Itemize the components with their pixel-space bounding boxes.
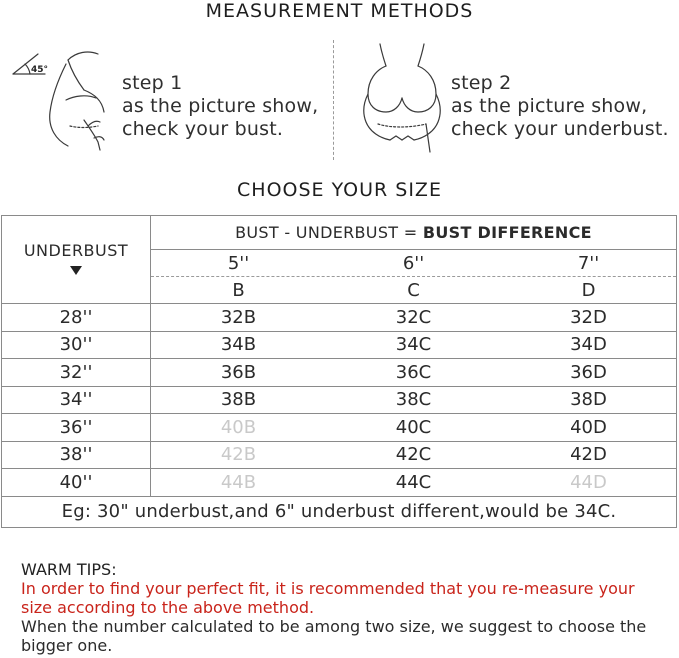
cup-size: 38C bbox=[395, 389, 432, 411]
tips-black-text: When the number calculated to be among two size, we suggest to choose the bigger one. bbox=[21, 617, 647, 655]
warm-tips bbox=[21, 560, 661, 655]
cup-size: 38D bbox=[570, 389, 607, 411]
cup-sizes-cell bbox=[151, 331, 677, 359]
cup-size: 34B bbox=[220, 334, 257, 356]
step-2-line2: as the picture show, bbox=[451, 95, 648, 117]
cup-sizes-cell bbox=[151, 469, 677, 497]
cup-size: 42C bbox=[395, 444, 432, 466]
cup-letter-row bbox=[151, 277, 677, 304]
cup-letter-c: C bbox=[407, 279, 420, 301]
tips-heading: WARM TIPS: bbox=[21, 560, 117, 579]
underbust-header-cell bbox=[2, 216, 151, 304]
cup-size: 40C bbox=[395, 416, 432, 438]
cup-size: 44D bbox=[570, 471, 607, 493]
cup-size: 42B bbox=[220, 444, 257, 466]
underbust-value: 36'' bbox=[2, 414, 151, 442]
cup-sizes-cell bbox=[151, 359, 677, 387]
table-row bbox=[2, 414, 677, 442]
underbust-header: UNDERBUST bbox=[23, 240, 129, 260]
table-row bbox=[2, 441, 677, 469]
step-2-panel bbox=[336, 38, 679, 158]
cup-sizes-cell bbox=[151, 304, 677, 332]
step-1-line3: check your bust. bbox=[122, 118, 284, 140]
angle-label: 45° bbox=[31, 65, 49, 75]
table-row bbox=[2, 304, 677, 332]
table-row bbox=[2, 359, 677, 387]
step-1-panel bbox=[0, 38, 330, 158]
table-row bbox=[2, 469, 677, 497]
difference-5: 5'' bbox=[227, 252, 250, 274]
cup-size: 36D bbox=[570, 361, 607, 383]
underbust-measuring-illustration bbox=[350, 40, 450, 158]
underbust-value: 32'' bbox=[2, 359, 151, 387]
difference-6: 6'' bbox=[402, 252, 425, 274]
cup-sizes-cell bbox=[151, 441, 677, 469]
step-2-title: step 2 bbox=[451, 72, 512, 94]
cup-letter-b: B bbox=[232, 279, 245, 301]
cup-sizes-cell bbox=[151, 386, 677, 414]
cup-letter-d: D bbox=[581, 279, 596, 301]
cup-size: 32B bbox=[220, 306, 257, 328]
bust-measuring-illustration bbox=[8, 42, 118, 157]
formula-cell bbox=[151, 216, 677, 250]
cup-size: 32D bbox=[570, 306, 607, 328]
tips-red-text: In order to find your perfect fit, it is recommended that you re-measure your size according to the above method. bbox=[21, 579, 635, 617]
step-1-title: step 1 bbox=[122, 72, 183, 94]
step-1-line2: as the picture show, bbox=[122, 95, 319, 117]
cup-size: 36C bbox=[395, 361, 432, 383]
size-chart-table bbox=[1, 215, 677, 528]
cup-size: 34C bbox=[395, 334, 432, 356]
formula-prefix: BUST - UNDERBUST = bbox=[235, 223, 423, 242]
down-triangle-icon bbox=[70, 266, 82, 275]
difference-row bbox=[151, 250, 677, 277]
cup-size: 36B bbox=[220, 361, 257, 383]
underbust-value: 34'' bbox=[2, 386, 151, 414]
cup-size: 44C bbox=[395, 471, 432, 493]
underbust-value: 30'' bbox=[2, 331, 151, 359]
example-text: Eg: 30" underbust,and 6" underbust different,would be 34C. bbox=[2, 496, 677, 527]
cup-size: 44B bbox=[220, 471, 257, 493]
step-2-text bbox=[451, 72, 669, 141]
step-2-line3: check your underbust. bbox=[451, 118, 669, 140]
underbust-value: 28'' bbox=[2, 304, 151, 332]
table-row bbox=[2, 386, 677, 414]
cup-size: 40D bbox=[570, 416, 607, 438]
step-1-text bbox=[122, 72, 318, 141]
step-divider bbox=[333, 40, 334, 160]
difference-7: 7'' bbox=[577, 252, 600, 274]
cup-sizes-cell bbox=[151, 414, 677, 442]
formula-bold: BUST DIFFERENCE bbox=[422, 223, 592, 242]
cup-size: 32C bbox=[395, 306, 432, 328]
cup-size: 42D bbox=[570, 444, 607, 466]
underbust-value: 40'' bbox=[2, 469, 151, 497]
cup-size: 38B bbox=[220, 389, 257, 411]
underbust-value: 38'' bbox=[2, 441, 151, 469]
cup-size: 40B bbox=[220, 416, 257, 438]
page-title: MEASUREMENT METHODS bbox=[205, 0, 474, 22]
size-section-title: CHOOSE YOUR SIZE bbox=[237, 179, 442, 201]
cup-size: 34D bbox=[570, 334, 607, 356]
table-row bbox=[2, 331, 677, 359]
